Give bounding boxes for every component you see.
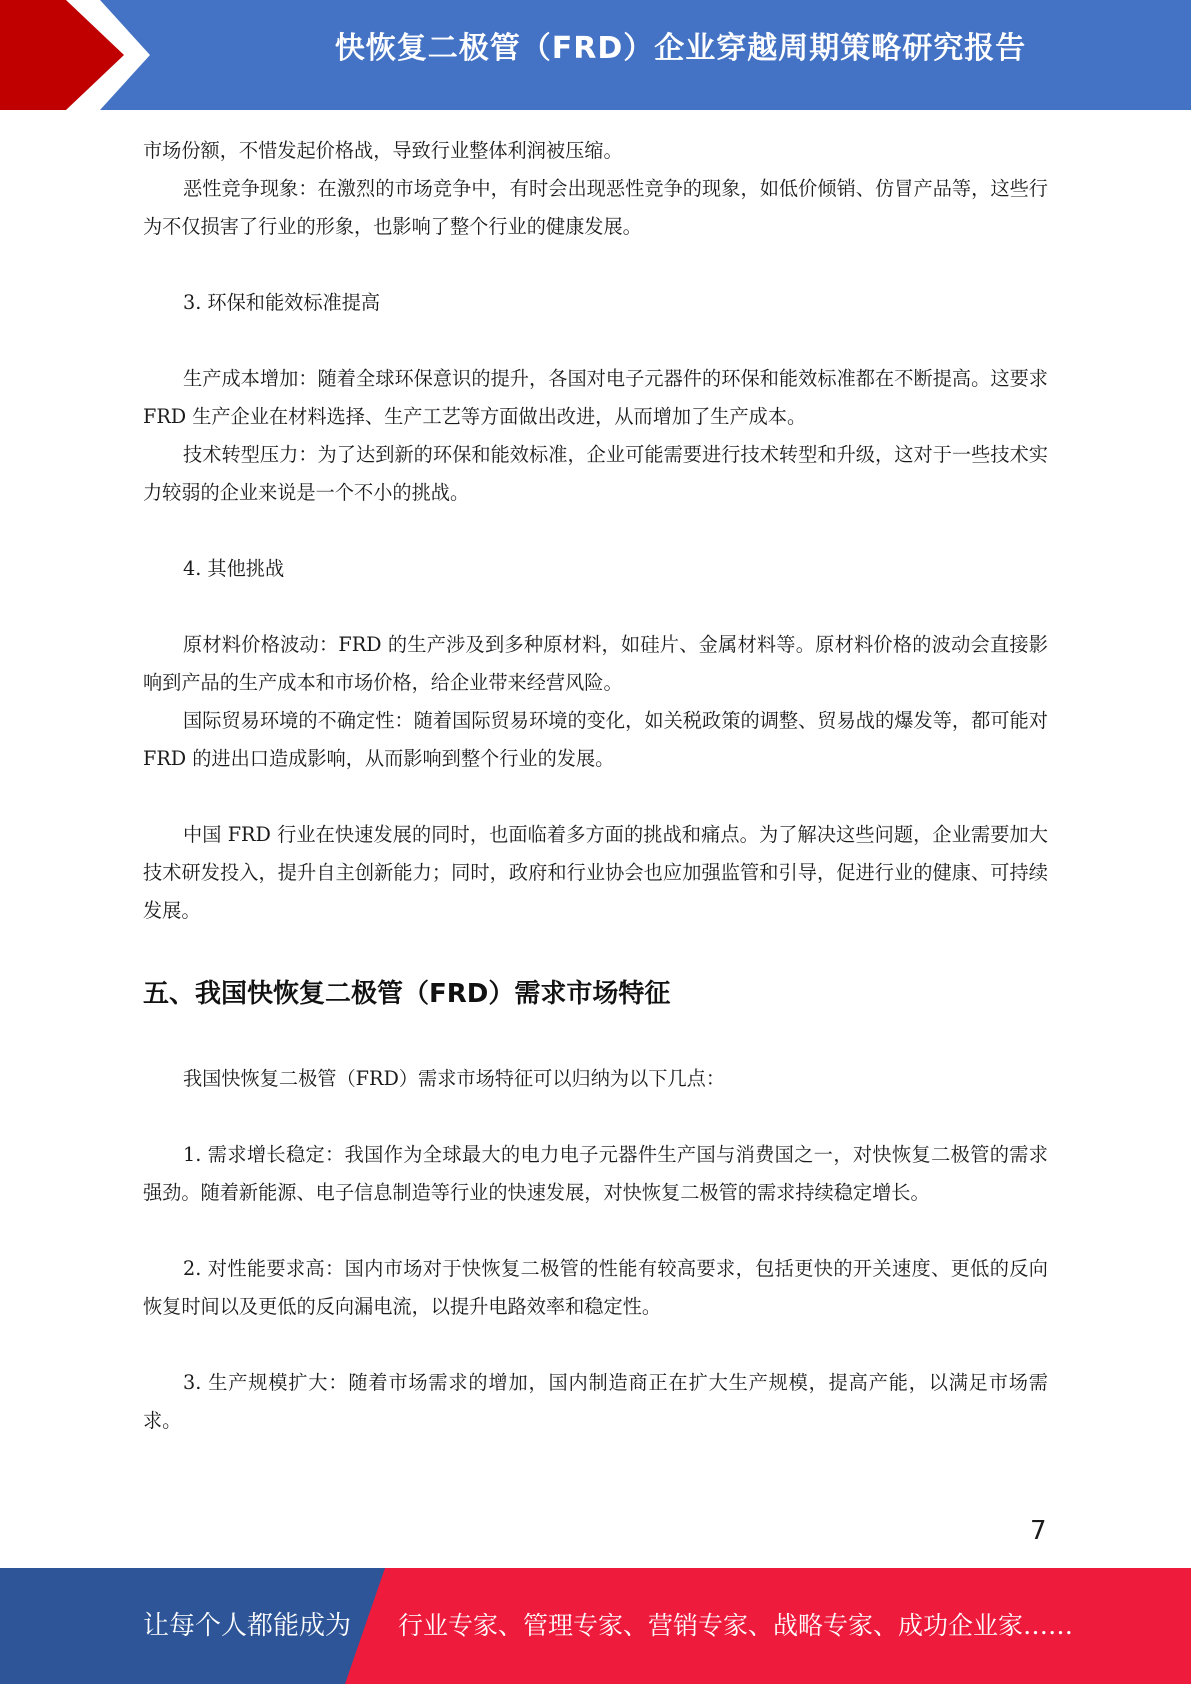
page-footer [0,1568,1191,1684]
footer-slogan-left: 让每个人都能成为 [143,1611,352,1641]
paragraph: 我国快恢复二极管（FRD）需求市场特征可以归纳为以下几点： [183,1067,726,1090]
paragraph: 国际贸易环境的不确定性：随着国际贸易环境的变化，如关税政策的调整、贸易战的爆发等，都可能对 FRD 的进出口造成影响，从而影响到整个行业的发展。 [143,709,1048,770]
list-item: 2. 对性能要求高：国内市场对于快恢复二极管的性能有较高要求，包括更快的开关速度、更低的反向恢复时间以及更低的反向漏电流，以提升电路效率和稳定性。 [143,1257,1048,1318]
list-item: 1. 需求增长稳定：我国作为全球最大的电力电子元器件生产国与消费国之一，对快恢复二极管的需求强劲。随着新能源、电子信息制造等行业的快速发展，对快恢复二极管的需求持续稳定增长。 [143,1143,1048,1204]
paragraph: 原材料价格波动：FRD 的生产涉及到多种原材料，如硅片、金属材料等。原材料价格的波动会直接影响到产品的生产成本和市场价格，给企业带来经营风险。 [143,633,1048,694]
page-header [0,0,1191,110]
paragraph: 市场份额，不惜发起价格战，导致行业整体利润被压缩。 [143,139,623,162]
paragraph: 技术转型压力：为了达到新的环保和能效标准，企业可能需要进行技术转型和升级，这对于一些技术实力较弱的企业来说是一个不小的挑战。 [143,443,1048,504]
paragraph: 生产成本增加：随着全球环保意识的提升，各国对电子元器件的环保和能效标准都在不断提高。这要求 FRD 生产企业在材料选择、生产工艺等方面做出改进，从而增加了生产成本。 [143,367,1048,428]
list-item: 3. 生产规模扩大：随着市场需求的增加，国内制造商正在扩大生产规模，提高产能，以满足市场需求。 [143,1371,1048,1432]
page-number: 7 [1030,1516,1047,1546]
header-arrow-decoration [0,0,160,110]
paragraph: 中国 FRD 行业在快速发展的同时，也面临着多方面的挑战和痛点。为了解决这些问题，企业需要加大技术研发投入，提升自主创新能力；同时，政府和行业协会也应加强监管和引导，促进行业的健康、可持续发展。 [143,823,1048,922]
section-title: 五、我国快恢复二极管（FRD）需求市场特征 [143,979,671,1009]
report-title: 快恢复二极管（FRD）企业穿越周期策略研究报告 [334,31,1027,66]
document-body [143,132,1048,1440]
subheading: 3. 环保和能效标准提高 [183,291,381,314]
subheading: 4. 其他挑战 [183,557,285,580]
footer-slogan-right: 行业专家、管理专家、营销专家、战略专家、成功企业家…… [398,1611,1074,1640]
paragraph: 恶性竞争现象：在激烈的市场竞争中，有时会出现恶性竞争的现象，如低价倾销、仿冒产品等，这些行为不仅损害了行业的形象，也影响了整个行业的健康发展。 [143,177,1048,238]
